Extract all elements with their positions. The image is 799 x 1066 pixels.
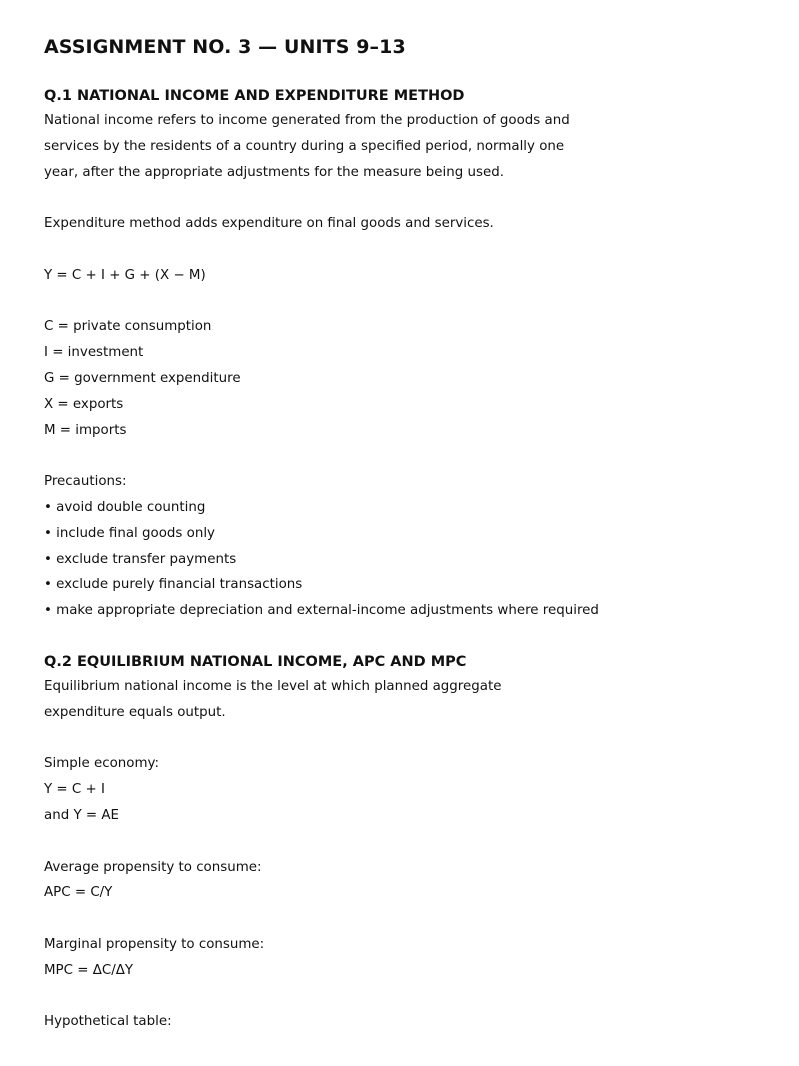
q2-intro-line: Equilibrium national income is the level at which planned aggregate [44,678,502,694]
q1-precautions-label: Precautions: [44,474,127,490]
q1-precaution-item: • make appropriate depreciation and external-income adjustments where required [44,603,599,619]
q2-simple-equation: and Y = AE [44,807,119,823]
question-2-heading: Q.2 EQUILIBRIUM NATIONAL INCOME, APC AND MPC [44,653,467,670]
q2-mpc-label: Marginal propensity to consume: [44,936,265,952]
q2-apc-label: Average propensity to consume: [44,859,262,875]
spacer [44,726,764,752]
q1-definition: I = investment [44,345,144,361]
spacer [44,237,764,263]
q1-formula: Y = C + I + G + (X − M) [44,267,206,283]
question-2-section [44,650,764,1035]
q1-definition: G = government expenditure [44,370,241,386]
q1-precaution-item: • exclude transfer payments [44,551,237,567]
q1-precaution-item: • exclude purely financial transactions [44,577,303,593]
q1-intro-line: National income refers to income generated from the production of goods and [44,113,570,128]
q1-precaution-item: • avoid double counting [44,499,206,515]
q1-precaution-item: • include final goods only [44,525,215,541]
q1-definition: X = exports [44,396,124,412]
q1-intro-line: year, after the appropriate adjustments for the measure being used. [44,164,504,180]
document-page [44,34,764,1035]
q2-mpc-formula: MPC = ΔC/ΔY [44,962,134,978]
q2-intro-line: expenditure equals output. [44,704,226,720]
q1-definition: C = private consumption [44,319,212,335]
q2-simple-equation: Y = C + I [44,782,105,798]
spacer [44,829,764,855]
spacer [44,443,764,469]
spacer [44,906,764,932]
question-1-heading: Q.1 NATIONAL INCOME AND EXPENDITURE METHOD [44,88,465,104]
spacer [44,185,764,211]
spacer [44,984,764,1010]
q2-simple-economy-label: Simple economy: [44,756,159,772]
assignment-title: ASSIGNMENT NO. 3 — UNITS 9–13 [44,36,406,58]
spacer [44,289,764,315]
q1-intro-line: services by the residents of a country during a specified period, normally one [44,138,565,154]
section-spacer [44,624,764,650]
q2-table-label: Hypothetical table: [44,1014,172,1030]
q2-apc-formula: APC = C/Y [44,885,113,901]
q1-method-text: Expenditure method adds expenditure on final goods and services. [44,216,494,232]
question-1-section [44,84,764,624]
q1-definition: M = imports [44,422,127,438]
